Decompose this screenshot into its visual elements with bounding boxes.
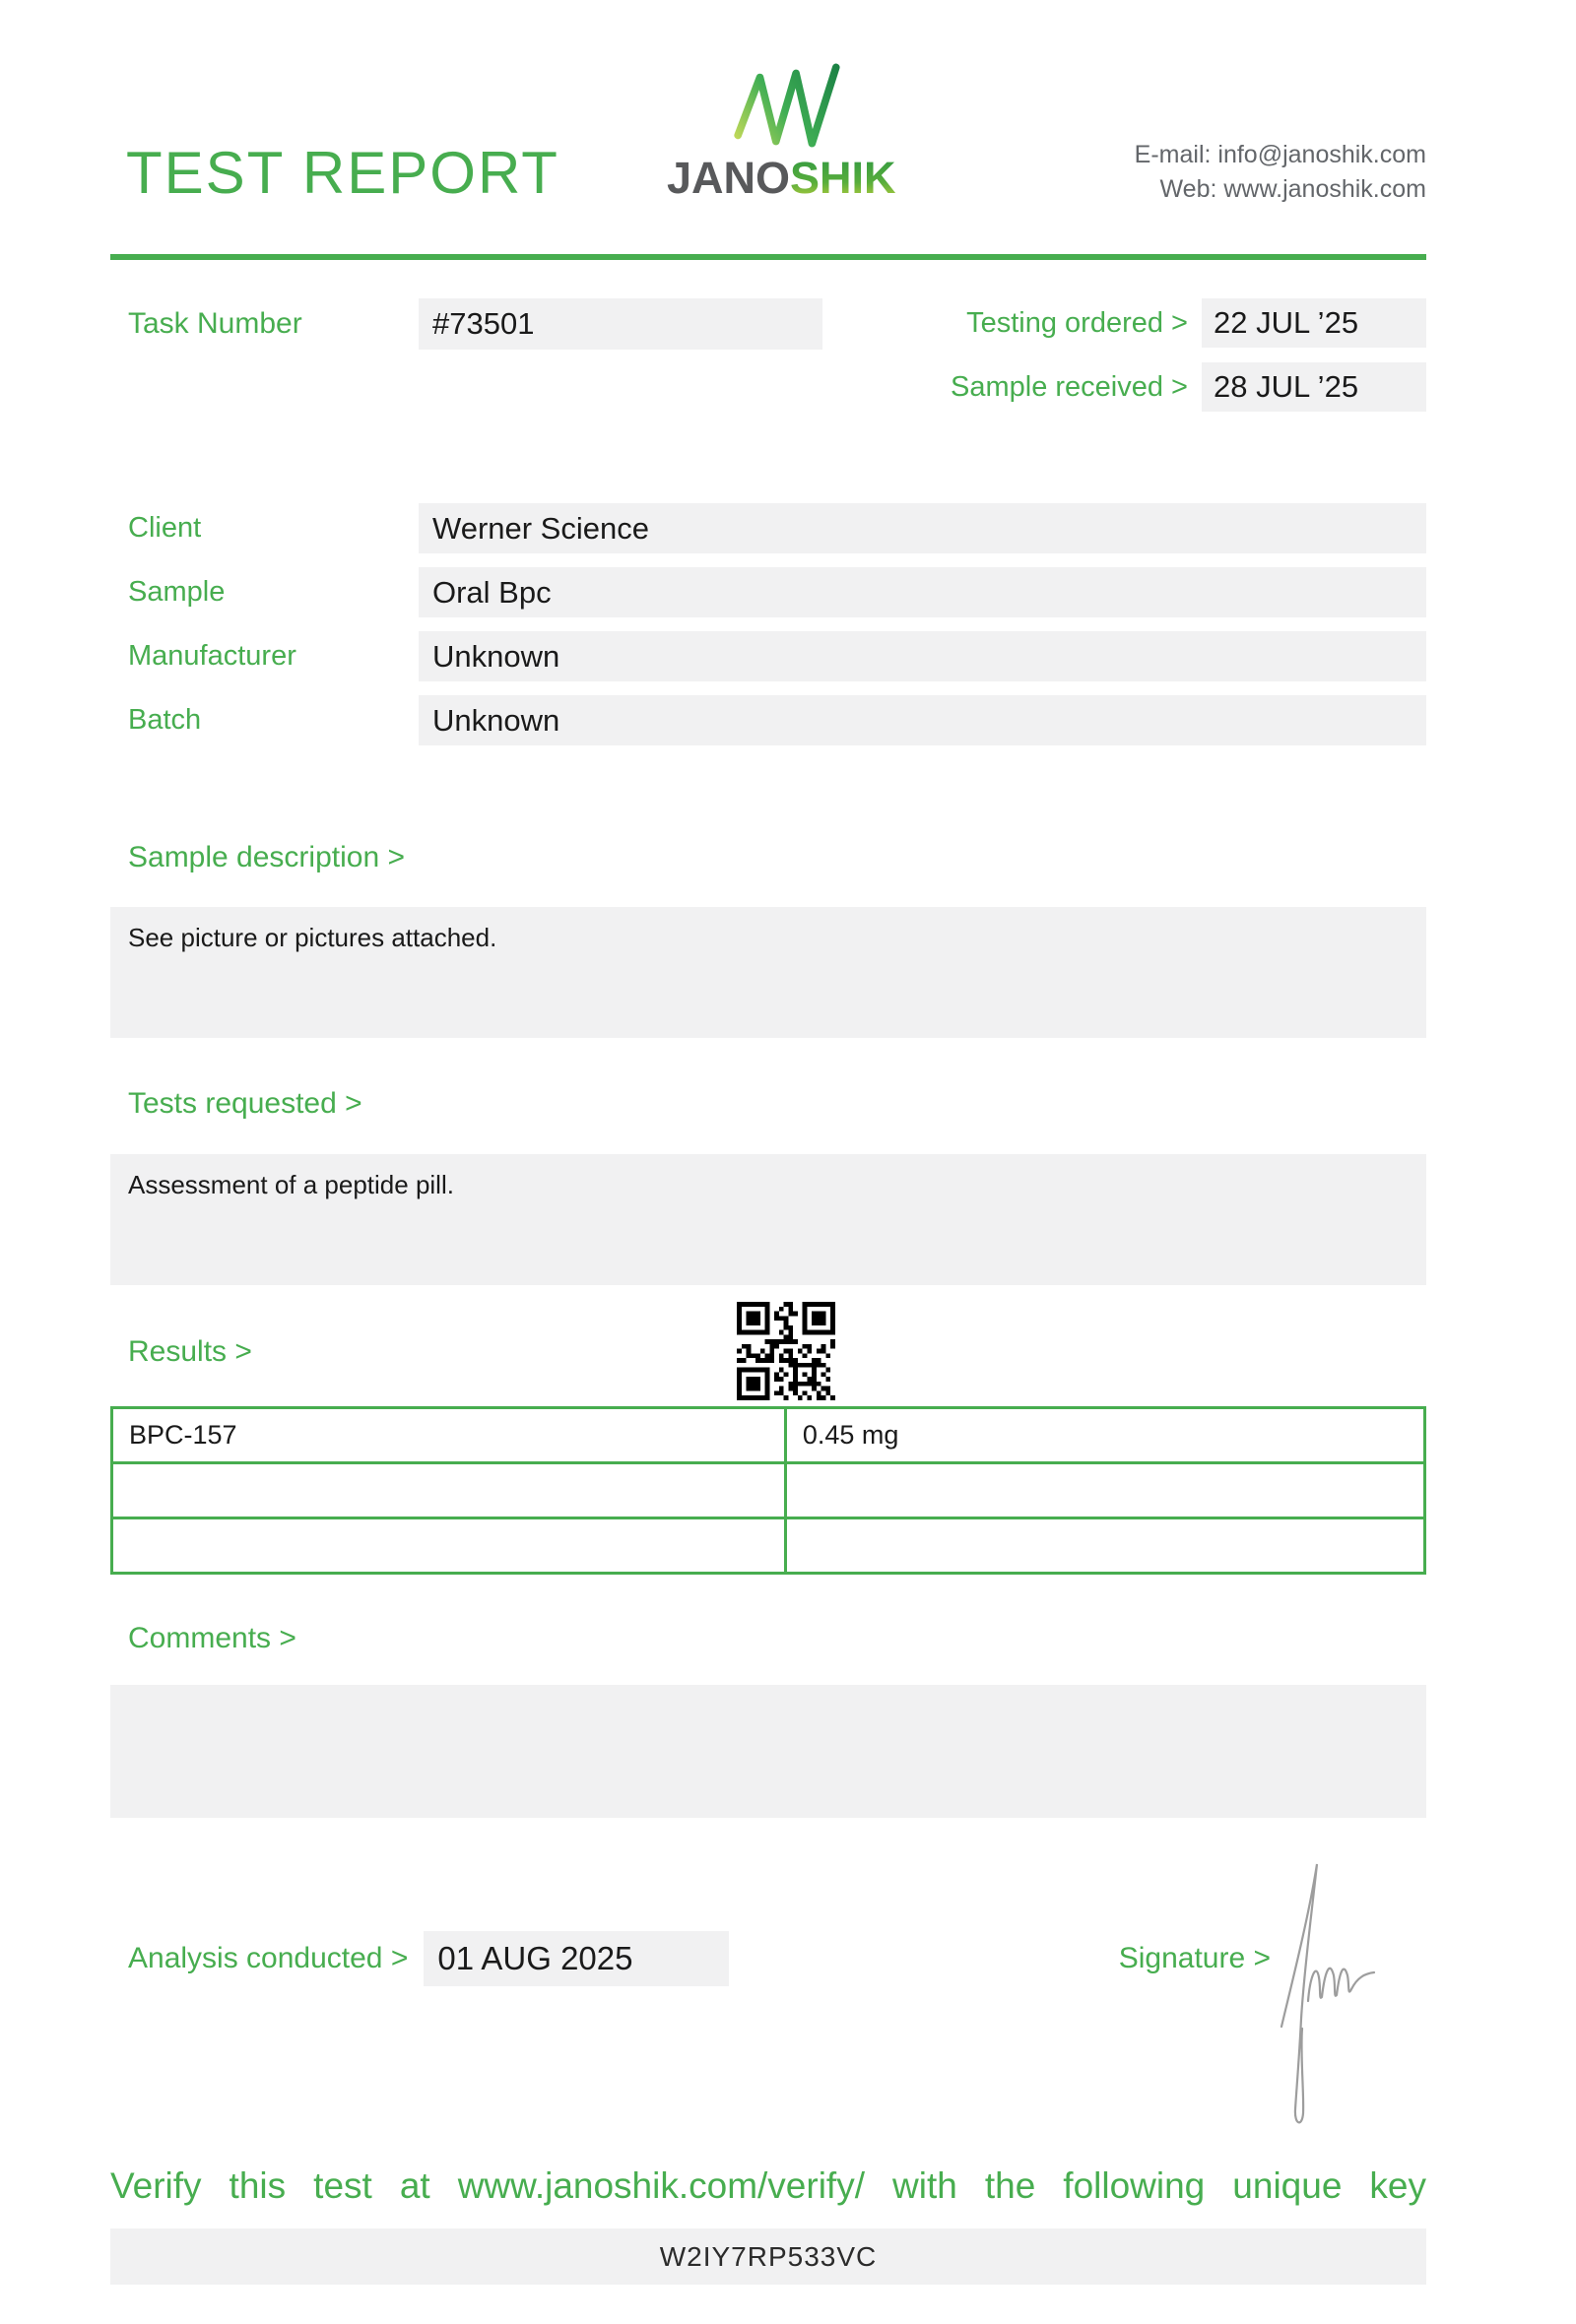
page-title: TEST REPORT — [126, 140, 559, 206]
analysis-date-box: 01 AUG 2025 — [424, 1931, 729, 1986]
sample-value-box: Oral Bpc — [419, 567, 1426, 617]
result-value-cell — [785, 1463, 1424, 1518]
batch-label: Batch — [128, 704, 202, 736]
results-table — [110, 1406, 1426, 1575]
signature-label: Signature > — [1118, 1942, 1271, 1974]
sample-received-label: Sample received > — [951, 370, 1188, 403]
result-value-cell: 0.45 mg — [785, 1408, 1424, 1463]
info-row-client — [110, 503, 1426, 553]
results-row-3 — [112, 1518, 1425, 1574]
verify-text: Verify this test at www.janoshik.com/verify/ with the following unique key — [110, 2165, 1426, 2206]
sample-description-heading: Sample description > — [128, 841, 405, 873]
verify-key-box: W2IY7RP533VC — [110, 2228, 1426, 2285]
task-number-row — [110, 298, 822, 350]
result-analyte-cell — [112, 1463, 786, 1518]
testing-ordered-box: 22 JUL ’25 — [1202, 298, 1426, 348]
sample-label: Sample — [128, 576, 226, 608]
info-row-batch — [110, 695, 1426, 745]
analysis-signature-row — [110, 1931, 1426, 1986]
logo-text-jano: JANO — [667, 153, 790, 203]
header-divider — [110, 254, 1426, 260]
result-value-cell — [785, 1518, 1424, 1574]
sample-received-box: 28 JUL ’25 — [1202, 362, 1426, 412]
logo-text-shik: SHIK — [790, 153, 896, 203]
results-row-1 — [112, 1408, 1425, 1463]
manufacturer-label: Manufacturer — [128, 640, 296, 672]
batch-value-box: Unknown — [419, 695, 1426, 745]
testing-ordered-label: Testing ordered > — [966, 306, 1188, 339]
analysis-conducted-label: Analysis conducted > — [128, 1942, 409, 1974]
sample-description-box: See picture or pictures attached. — [110, 907, 1426, 1038]
info-row-manufacturer — [110, 631, 1426, 681]
result-analyte-cell: BPC-157 — [112, 1408, 786, 1463]
comments-box — [110, 1685, 1426, 1818]
testing-ordered-row — [897, 298, 1426, 348]
results-row-2 — [112, 1463, 1425, 1518]
task-number-box: #73501 — [419, 298, 822, 350]
dates-block — [897, 298, 1426, 412]
task-number-label: Task Number — [128, 307, 302, 340]
manufacturer-value-box: Unknown — [419, 631, 1426, 681]
contact-email: E-mail: info@janoshik.com — [1134, 141, 1426, 168]
tests-requested-heading: Tests requested > — [128, 1087, 362, 1120]
client-value-box: Werner Science — [419, 503, 1426, 553]
info-row-sample — [110, 567, 1426, 617]
tests-requested-box: Assessment of a peptide pill. — [110, 1154, 1426, 1285]
result-analyte-cell — [112, 1518, 786, 1574]
results-heading: Results > — [128, 1335, 252, 1368]
contact-web: Web: www.janoshik.com — [1159, 174, 1426, 203]
qr-code — [737, 1302, 835, 1400]
comments-heading: Comments > — [128, 1622, 296, 1654]
info-rows — [110, 503, 1426, 745]
sample-received-row — [897, 362, 1426, 412]
client-label: Client — [128, 512, 202, 544]
report-body — [110, 0, 1426, 2285]
signature-graphic — [1279, 1851, 1377, 2137]
task-section — [110, 298, 1426, 412]
